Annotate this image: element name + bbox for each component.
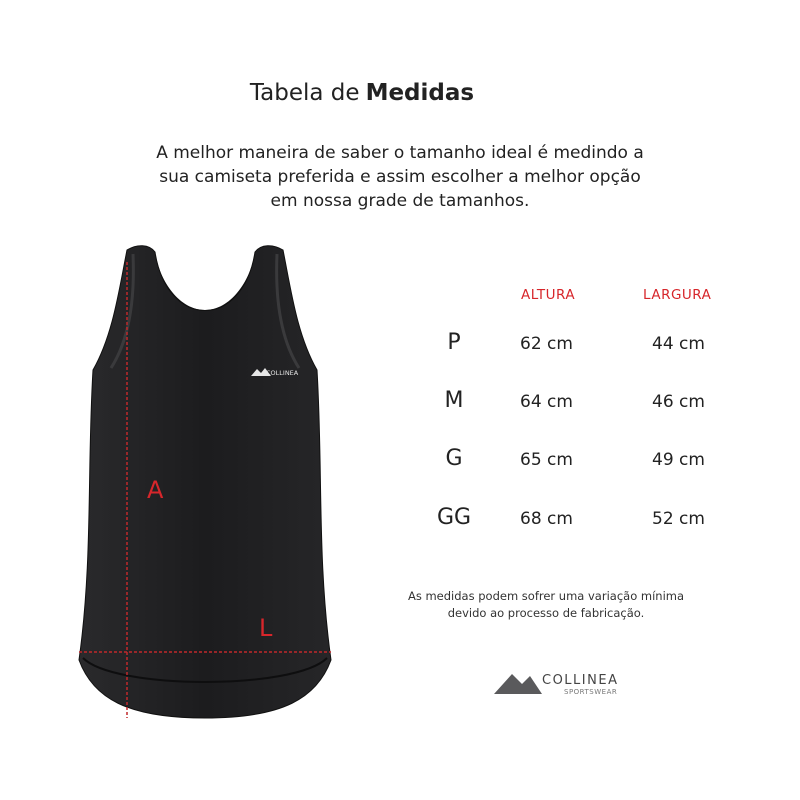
column-header-width: LARGURA xyxy=(643,287,712,303)
height-value: 64 cm xyxy=(520,392,573,412)
title-light: Tabela de xyxy=(249,80,360,106)
height-value: 62 cm xyxy=(520,334,573,354)
tank-top-body xyxy=(79,246,331,718)
chest-logo-text: COLLINEA xyxy=(266,369,299,377)
note-line: As medidas podem sofrer uma variação mínima xyxy=(407,589,685,603)
brand-logo xyxy=(494,666,664,700)
page-title xyxy=(0,80,724,106)
intro-line: sua camiseta preferida e assim escolher a melhor opção xyxy=(159,167,641,187)
disclaimer-note xyxy=(396,588,696,622)
height-value: 65 cm xyxy=(520,450,573,470)
intro-line: em nossa grade de tamanhos. xyxy=(270,191,530,211)
mountain-logo-icon xyxy=(494,674,542,694)
size-row xyxy=(420,388,740,422)
size-label: P xyxy=(447,330,461,355)
column-header-height: ALTURA xyxy=(521,287,576,303)
note-line: devido ao processo de fabricação. xyxy=(447,606,645,620)
tank-top-illustration xyxy=(55,240,355,730)
width-value: 44 cm xyxy=(652,334,705,354)
width-label: L xyxy=(259,614,273,642)
size-label: GG xyxy=(436,505,472,530)
size-row xyxy=(420,330,740,364)
width-value: 49 cm xyxy=(652,450,705,470)
brand-tagline: SPORTSWEAR xyxy=(564,688,618,696)
title-bold: Medidas xyxy=(365,80,475,106)
width-value: 46 cm xyxy=(652,392,705,412)
intro-line: A melhor maneira de saber o tamanho ideal é medindo a xyxy=(156,143,644,163)
size-label: M xyxy=(444,388,464,413)
height-value: 68 cm xyxy=(520,509,573,529)
size-label: G xyxy=(445,446,463,471)
size-row xyxy=(420,505,740,539)
brand-name: COLLINEA xyxy=(542,673,619,688)
width-value: 52 cm xyxy=(652,509,705,529)
height-label: A xyxy=(147,476,164,504)
size-row xyxy=(420,446,740,480)
intro-text xyxy=(100,141,700,213)
